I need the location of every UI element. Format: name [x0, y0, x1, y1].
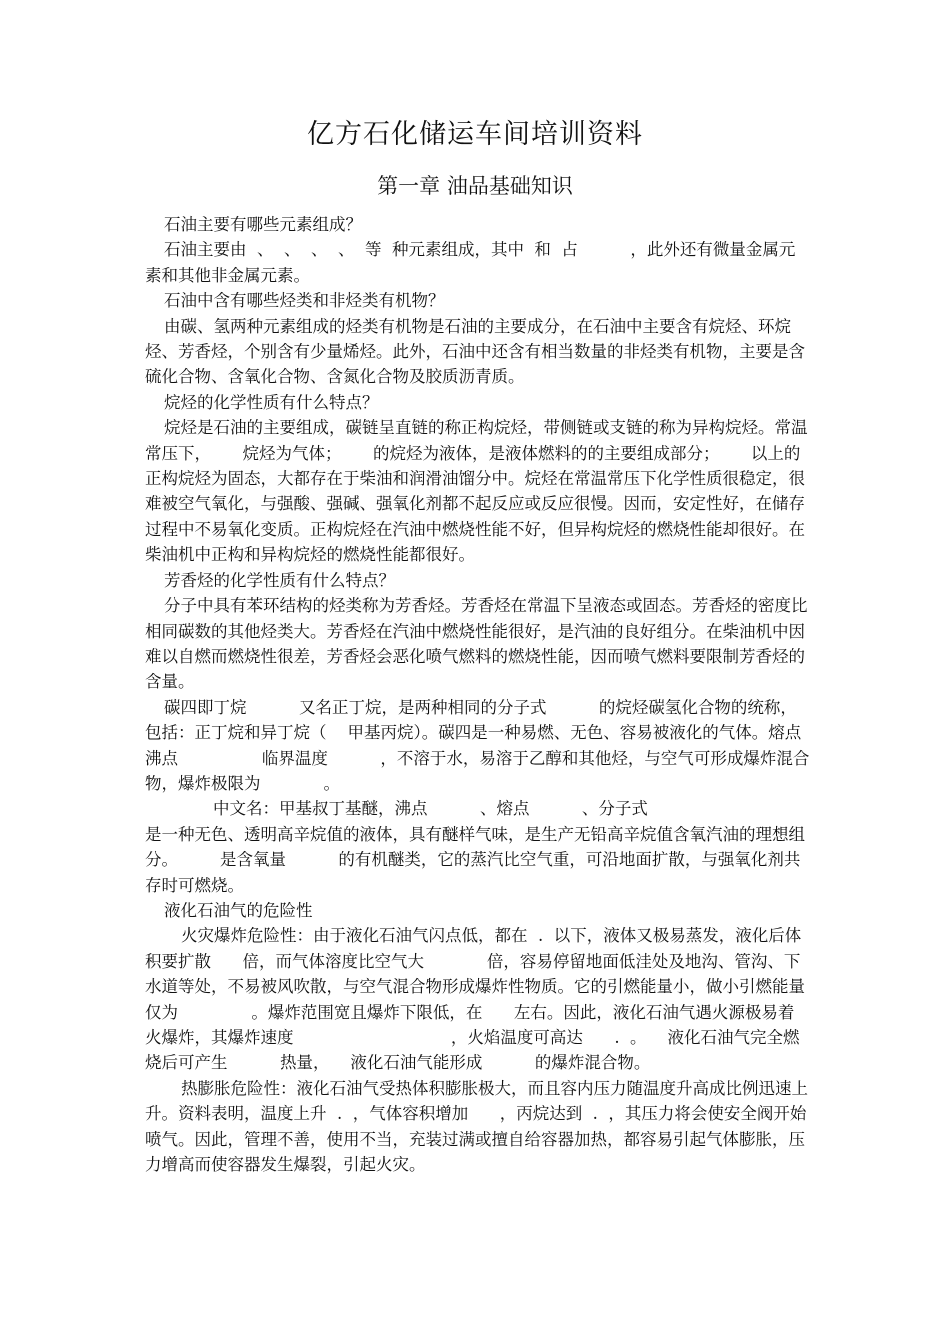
answer-alkanes: 烷烃是石油的主要组成，碳链呈直链的称正构烷烃，带侧链或支链的称为异构烷烃。常温常压下， 烷烃为气体； 的烷烃为液体，是液体燃料的的主要组成部分； 以上的正构烷烃为固态，大都存在于柴油和润滑油馏分中。烷烃在常温常压下化学性质很稳定，很难被空气氧化，与强酸、强碱、强氧化剂都不起反应或反应很慢。因而，安定性好，在储存过程中不易氧化变质。正构烷烃在汽油中燃烧性能不好，但异构烷烃的燃烧性能却很好。在柴油机中正构和异构烷烃的燃烧性能都很好。: [145, 418, 808, 565]
question-alkanes: 烷烃的化学性质有什么特点？: [164, 392, 379, 412]
answer-hydrocarbons: 由碳、氢两种元素组成的烃类有机物是石油的主要成分，在石油中主要含有烷烃、环烷烃、芳香烃，个别含有少量烯烃。此外，石油中还含有相当数量的非烃类有机物，主要是含硫化合物、含氧化合物、含氮化合物及胶质沥青质。: [145, 316, 805, 387]
paragraph-thermal-expansion: 热膨胀危险性：液化石油气受热体积膨胀极大，而且容内压力随温度升高成比例迅速上升。资料表明，温度上升 . ，气体容积增加 ，丙烷达到 . ，其压力将会使安全阀开始喷气。因此，管理不善，使用不当，充装过满或擅自给容器加热，都容易引起气体膨胀，压力增高而使容器发生爆裂，引起火灾。: [145, 1078, 808, 1175]
question-hydrocarbons: 石油中含有哪些烃类和非烃类有机物？: [164, 291, 445, 311]
paragraph-mtbe-name: 中文名：甲基叔丁基醚，沸点 、熔点 、分子式: [213, 799, 648, 819]
answer-aromatics: 分子中具有苯环结构的烃类称为芳香烃。芳香烃在常温下呈液态或固态。芳香烃的密度比相同碳数的其他烃类大。芳香烃在汽油中燃烧性能很好，是汽油的良好组分。在柴油机中因难以自燃而燃烧性很差，芳香烃会恶化喷气燃料的燃烧性能，因而喷气燃料要限制芳香烃的含量。: [145, 596, 808, 692]
question-aromatics: 芳香烃的化学性质有什么特点？: [164, 570, 395, 590]
document-body: [145, 212, 886, 1177]
question-elements: 石油主要有哪些元素组成？: [164, 215, 362, 234]
paragraph-mtbe-properties: 是一种无色、透明高辛烷值的液体，具有醚样气味，是生产无铅高辛烷值含氧汽油的理想组分。 是含氧量 的有机醚类，它的蒸汽比空气重，可沿地面扩散，与强氧化剂共存时可燃烧。: [145, 824, 805, 895]
paragraph-c4: 碳四即丁烷 又名正丁烷，是两种相同的分子式 的烷烃碳氢化合物的统称，包括：正丁烷和异丁烷（ 甲基丙烷）。碳四是一种易燃、无色、容易被液化的气体。熔点 沸点 临界温度 ，不溶于水，易溶于乙醇和其他烃，与空气可形成爆炸混合物，爆炸极限为 。: [145, 697, 886, 793]
chapter-title: 第一章 油品基础知识: [377, 174, 573, 198]
heading-lpg-hazards: 液化石油气的危险性: [164, 900, 313, 920]
paragraph-fire-explosion: 火灾爆炸危险性：由于液化石油气闪点低，都在 . 以下，液体又极易蒸发，液化后体积要扩散 倍，而气体溶度比空气大 倍，容易停留地面低洼处及地沟、管沟、下水道等处，不易被风吹散，与空气混合物形成爆炸性物质。它的引燃能量小，做小引燃能量仅为 。爆炸范围宽且爆炸下限低，在 左右。因此，液化石油气遇火源极易着火爆炸，其爆炸速度 ，火焰温度可高达 . 。 液化石油气完全燃烧后可产生 热量， 液化石油气能形成 的爆炸混合物。: [145, 926, 805, 1073]
document-title: 亿方石化储运车间培训资料: [307, 119, 643, 150]
answer-elements: 石油主要由 、 、 、 、 等 种元素组成，其中 和 占 ，此外还有微量金属元素和其他非金属元素。: [145, 240, 796, 285]
